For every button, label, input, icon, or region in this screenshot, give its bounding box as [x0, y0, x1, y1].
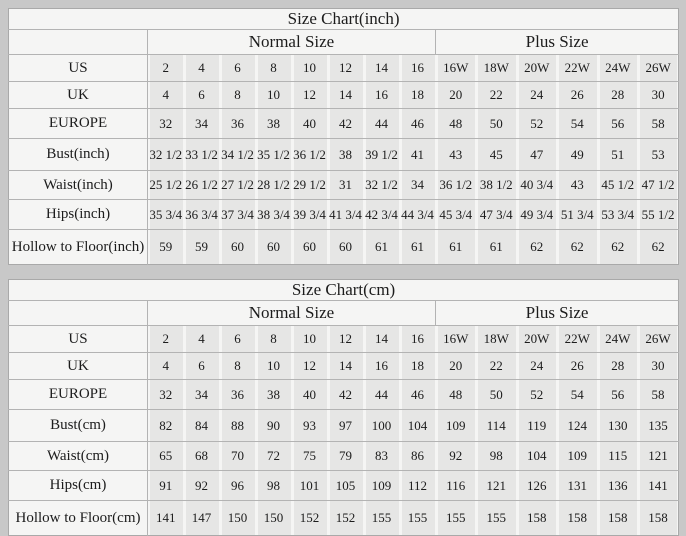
size-value-cell: 12 — [292, 353, 328, 380]
size-value-cell: 126 — [517, 471, 558, 501]
size-value-cell: 22W — [557, 326, 598, 353]
size-value-cell: 97 — [328, 410, 364, 442]
size-value-cell: 35 3/4 — [148, 200, 184, 230]
size-value-cell: 14 — [328, 82, 364, 109]
size-value-cell: 155 — [400, 501, 436, 536]
row-label-cell: UK — [9, 353, 148, 380]
size-value-cell: 34 1/2 — [220, 139, 256, 171]
size-value-cell: 112 — [400, 471, 436, 501]
title-row — [9, 280, 679, 301]
table-row — [9, 410, 679, 442]
size-value-cell: 28 — [598, 82, 639, 109]
size-value-cell: 79 — [328, 442, 364, 471]
size-value-cell: 62 — [517, 230, 558, 265]
row-label-cell: Waist(cm) — [9, 442, 148, 471]
size-value-cell: 53 — [638, 139, 679, 171]
size-value-cell: 60 — [220, 230, 256, 265]
size-chart-inch-body — [9, 55, 679, 265]
size-value-cell: 53 3/4 — [598, 200, 639, 230]
size-value-cell: 16 — [364, 353, 400, 380]
size-value-cell: 36 1/2 — [436, 171, 477, 200]
normal-size-header: Normal Size — [148, 301, 436, 326]
size-value-cell: 33 1/2 — [184, 139, 220, 171]
size-value-cell: 22 — [476, 82, 517, 109]
size-value-cell: 61 — [364, 230, 400, 265]
size-value-cell: 20 — [436, 353, 477, 380]
row-label-cell: Hips(inch) — [9, 200, 148, 230]
size-value-cell: 16W — [436, 55, 477, 82]
size-value-cell: 109 — [436, 410, 477, 442]
size-value-cell: 38 — [256, 380, 292, 410]
size-value-cell: 100 — [364, 410, 400, 442]
size-value-cell: 104 — [517, 442, 558, 471]
size-value-cell: 51 — [598, 139, 639, 171]
size-value-cell: 14 — [328, 353, 364, 380]
size-value-cell: 96 — [220, 471, 256, 501]
size-value-cell: 30 — [638, 82, 679, 109]
size-value-cell: 24 — [517, 82, 558, 109]
size-value-cell: 29 1/2 — [292, 171, 328, 200]
size-value-cell: 18W — [476, 326, 517, 353]
size-value-cell: 48 — [436, 380, 477, 410]
table-row — [9, 326, 679, 353]
size-value-cell: 72 — [256, 442, 292, 471]
size-value-cell: 34 — [400, 171, 436, 200]
row-label-cell: Hollow to Floor(inch) — [9, 230, 148, 265]
size-value-cell: 158 — [598, 501, 639, 536]
size-value-cell: 20 — [436, 82, 477, 109]
size-value-cell: 24 — [517, 353, 558, 380]
size-value-cell: 98 — [476, 442, 517, 471]
row-label-cell: US — [9, 55, 148, 82]
size-value-cell: 18 — [400, 82, 436, 109]
table-row — [9, 109, 679, 139]
size-value-cell: 135 — [638, 410, 679, 442]
size-value-cell: 4 — [184, 326, 220, 353]
size-value-cell: 34 — [184, 109, 220, 139]
size-value-cell: 62 — [638, 230, 679, 265]
size-value-cell: 8 — [220, 353, 256, 380]
size-value-cell: 28 — [598, 353, 639, 380]
table-row — [9, 55, 679, 82]
size-value-cell: 44 — [364, 109, 400, 139]
size-value-cell: 54 — [557, 109, 598, 139]
size-value-cell: 39 1/2 — [364, 139, 400, 171]
size-value-cell: 158 — [638, 501, 679, 536]
table-row — [9, 442, 679, 471]
size-value-cell: 36 — [220, 109, 256, 139]
size-value-cell: 152 — [292, 501, 328, 536]
size-value-cell: 44 3/4 — [400, 200, 436, 230]
size-value-cell: 16W — [436, 326, 477, 353]
size-value-cell: 16 — [364, 82, 400, 109]
row-label-cell: Hips(cm) — [9, 471, 148, 501]
size-value-cell: 8 — [220, 82, 256, 109]
size-value-cell: 124 — [557, 410, 598, 442]
size-value-cell: 42 3/4 — [364, 200, 400, 230]
size-value-cell: 4 — [148, 82, 184, 109]
size-value-cell: 24W — [598, 326, 639, 353]
table-title: Size Chart(cm) — [9, 280, 679, 301]
size-value-cell: 28 1/2 — [256, 171, 292, 200]
size-value-cell: 8 — [256, 55, 292, 82]
corner-cell — [9, 301, 148, 326]
size-value-cell: 26 — [557, 353, 598, 380]
size-value-cell: 2 — [148, 326, 184, 353]
size-value-cell: 130 — [598, 410, 639, 442]
size-value-cell: 36 — [220, 380, 256, 410]
size-chart-cm-table — [8, 279, 679, 536]
size-value-cell: 22W — [557, 55, 598, 82]
size-value-cell: 93 — [292, 410, 328, 442]
size-value-cell: 26 1/2 — [184, 171, 220, 200]
size-value-cell: 88 — [220, 410, 256, 442]
row-label-cell: Waist(inch) — [9, 171, 148, 200]
normal-size-header: Normal Size — [148, 30, 436, 55]
size-value-cell: 6 — [220, 55, 256, 82]
size-value-cell: 55 1/2 — [638, 200, 679, 230]
size-value-cell: 36 3/4 — [184, 200, 220, 230]
size-value-cell: 6 — [220, 326, 256, 353]
size-value-cell: 104 — [400, 410, 436, 442]
size-value-cell: 48 — [436, 109, 477, 139]
size-value-cell: 54 — [557, 380, 598, 410]
size-value-cell: 147 — [184, 501, 220, 536]
size-value-cell: 92 — [436, 442, 477, 471]
table-row — [9, 230, 679, 265]
size-value-cell: 6 — [184, 82, 220, 109]
size-value-cell: 155 — [364, 501, 400, 536]
size-value-cell: 84 — [184, 410, 220, 442]
size-value-cell: 50 — [476, 380, 517, 410]
plus-size-header: Plus Size — [436, 30, 679, 55]
size-chart-inch-table — [8, 8, 679, 265]
group-header-row — [9, 30, 679, 55]
table-row — [9, 501, 679, 536]
size-value-cell: 60 — [328, 230, 364, 265]
row-label-cell: Bust(cm) — [9, 410, 148, 442]
size-value-cell: 10 — [256, 82, 292, 109]
size-value-cell: 75 — [292, 442, 328, 471]
size-value-cell: 114 — [476, 410, 517, 442]
row-label-cell: US — [9, 326, 148, 353]
size-value-cell: 86 — [400, 442, 436, 471]
size-value-cell: 40 — [292, 109, 328, 139]
size-value-cell: 101 — [292, 471, 328, 501]
size-value-cell: 46 — [400, 380, 436, 410]
size-value-cell: 61 — [400, 230, 436, 265]
size-value-cell: 32 — [148, 109, 184, 139]
size-value-cell: 92 — [184, 471, 220, 501]
size-value-cell: 121 — [476, 471, 517, 501]
size-value-cell: 58 — [638, 380, 679, 410]
size-value-cell: 14 — [364, 55, 400, 82]
size-value-cell: 121 — [638, 442, 679, 471]
size-value-cell: 2 — [148, 55, 184, 82]
size-value-cell: 41 — [400, 139, 436, 171]
size-value-cell: 18 — [400, 353, 436, 380]
size-value-cell: 150 — [256, 501, 292, 536]
size-value-cell: 14 — [364, 326, 400, 353]
size-value-cell: 152 — [328, 501, 364, 536]
size-value-cell: 59 — [184, 230, 220, 265]
size-value-cell: 38 3/4 — [256, 200, 292, 230]
size-value-cell: 59 — [148, 230, 184, 265]
size-value-cell: 155 — [476, 501, 517, 536]
title-row — [9, 9, 679, 30]
size-value-cell: 150 — [220, 501, 256, 536]
size-value-cell: 31 — [328, 171, 364, 200]
size-value-cell: 105 — [328, 471, 364, 501]
plus-size-header: Plus Size — [436, 301, 679, 326]
size-value-cell: 90 — [256, 410, 292, 442]
size-value-cell: 45 — [476, 139, 517, 171]
size-value-cell: 62 — [557, 230, 598, 265]
size-value-cell: 47 3/4 — [476, 200, 517, 230]
size-value-cell: 116 — [436, 471, 477, 501]
size-value-cell: 37 3/4 — [220, 200, 256, 230]
size-value-cell: 16 — [400, 55, 436, 82]
size-value-cell: 30 — [638, 353, 679, 380]
corner-cell — [9, 30, 148, 55]
size-value-cell: 18W — [476, 55, 517, 82]
size-value-cell: 43 — [557, 171, 598, 200]
size-value-cell: 32 1/2 — [148, 139, 184, 171]
size-value-cell: 10 — [292, 55, 328, 82]
size-value-cell: 32 1/2 — [364, 171, 400, 200]
size-value-cell: 50 — [476, 109, 517, 139]
size-value-cell: 41 3/4 — [328, 200, 364, 230]
size-value-cell: 47 — [517, 139, 558, 171]
size-value-cell: 44 — [364, 380, 400, 410]
size-value-cell: 4 — [148, 353, 184, 380]
size-value-cell: 36 1/2 — [292, 139, 328, 171]
table-title: Size Chart(inch) — [9, 9, 679, 30]
group-header-row — [9, 301, 679, 326]
size-value-cell: 10 — [292, 326, 328, 353]
size-value-cell: 22 — [476, 353, 517, 380]
size-value-cell: 56 — [598, 380, 639, 410]
size-value-cell: 52 — [517, 109, 558, 139]
size-value-cell: 38 1/2 — [476, 171, 517, 200]
size-value-cell: 158 — [517, 501, 558, 536]
size-value-cell: 34 — [184, 380, 220, 410]
size-value-cell: 20W — [517, 55, 558, 82]
size-value-cell: 40 3/4 — [517, 171, 558, 200]
row-label-cell: Bust(inch) — [9, 139, 148, 171]
size-value-cell: 35 1/2 — [256, 139, 292, 171]
size-value-cell: 131 — [557, 471, 598, 501]
size-value-cell: 26W — [638, 326, 679, 353]
size-value-cell: 82 — [148, 410, 184, 442]
size-value-cell: 119 — [517, 410, 558, 442]
size-value-cell: 25 1/2 — [148, 171, 184, 200]
size-value-cell: 20W — [517, 326, 558, 353]
size-value-cell: 61 — [436, 230, 477, 265]
table-row — [9, 139, 679, 171]
size-value-cell: 68 — [184, 442, 220, 471]
table-row — [9, 200, 679, 230]
table-row — [9, 380, 679, 410]
size-value-cell: 52 — [517, 380, 558, 410]
size-value-cell: 40 — [292, 380, 328, 410]
size-value-cell: 61 — [476, 230, 517, 265]
row-label-cell: EUROPE — [9, 380, 148, 410]
size-value-cell: 51 3/4 — [557, 200, 598, 230]
size-value-cell: 42 — [328, 109, 364, 139]
size-value-cell: 26 — [557, 82, 598, 109]
size-value-cell: 8 — [256, 326, 292, 353]
table-row — [9, 82, 679, 109]
size-value-cell: 49 — [557, 139, 598, 171]
size-value-cell: 12 — [328, 55, 364, 82]
size-value-cell: 56 — [598, 109, 639, 139]
size-value-cell: 45 3/4 — [436, 200, 477, 230]
size-value-cell: 115 — [598, 442, 639, 471]
size-value-cell: 27 1/2 — [220, 171, 256, 200]
size-value-cell: 60 — [292, 230, 328, 265]
size-value-cell: 43 — [436, 139, 477, 171]
size-value-cell: 60 — [256, 230, 292, 265]
size-value-cell: 58 — [638, 109, 679, 139]
row-label-cell: UK — [9, 82, 148, 109]
size-value-cell: 141 — [638, 471, 679, 501]
size-value-cell: 136 — [598, 471, 639, 501]
size-value-cell: 49 3/4 — [517, 200, 558, 230]
size-value-cell: 98 — [256, 471, 292, 501]
size-value-cell: 141 — [148, 501, 184, 536]
table-row — [9, 171, 679, 200]
size-value-cell: 39 3/4 — [292, 200, 328, 230]
size-value-cell: 62 — [598, 230, 639, 265]
size-chart-cm-body — [9, 326, 679, 536]
size-value-cell: 109 — [364, 471, 400, 501]
size-value-cell: 42 — [328, 380, 364, 410]
table-row — [9, 353, 679, 380]
size-value-cell: 155 — [436, 501, 477, 536]
size-value-cell: 32 — [148, 380, 184, 410]
size-value-cell: 46 — [400, 109, 436, 139]
size-value-cell: 26W — [638, 55, 679, 82]
size-value-cell: 38 — [328, 139, 364, 171]
size-value-cell: 16 — [400, 326, 436, 353]
size-value-cell: 10 — [256, 353, 292, 380]
size-value-cell: 65 — [148, 442, 184, 471]
size-value-cell: 91 — [148, 471, 184, 501]
size-value-cell: 12 — [292, 82, 328, 109]
row-label-cell: Hollow to Floor(cm) — [9, 501, 148, 536]
size-value-cell: 47 1/2 — [638, 171, 679, 200]
size-value-cell: 12 — [328, 326, 364, 353]
size-value-cell: 83 — [364, 442, 400, 471]
size-value-cell: 24W — [598, 55, 639, 82]
size-value-cell: 4 — [184, 55, 220, 82]
size-value-cell: 70 — [220, 442, 256, 471]
size-value-cell: 45 1/2 — [598, 171, 639, 200]
size-value-cell: 6 — [184, 353, 220, 380]
size-value-cell: 38 — [256, 109, 292, 139]
size-value-cell: 158 — [557, 501, 598, 536]
size-value-cell: 109 — [557, 442, 598, 471]
row-label-cell: EUROPE — [9, 109, 148, 139]
table-row — [9, 471, 679, 501]
